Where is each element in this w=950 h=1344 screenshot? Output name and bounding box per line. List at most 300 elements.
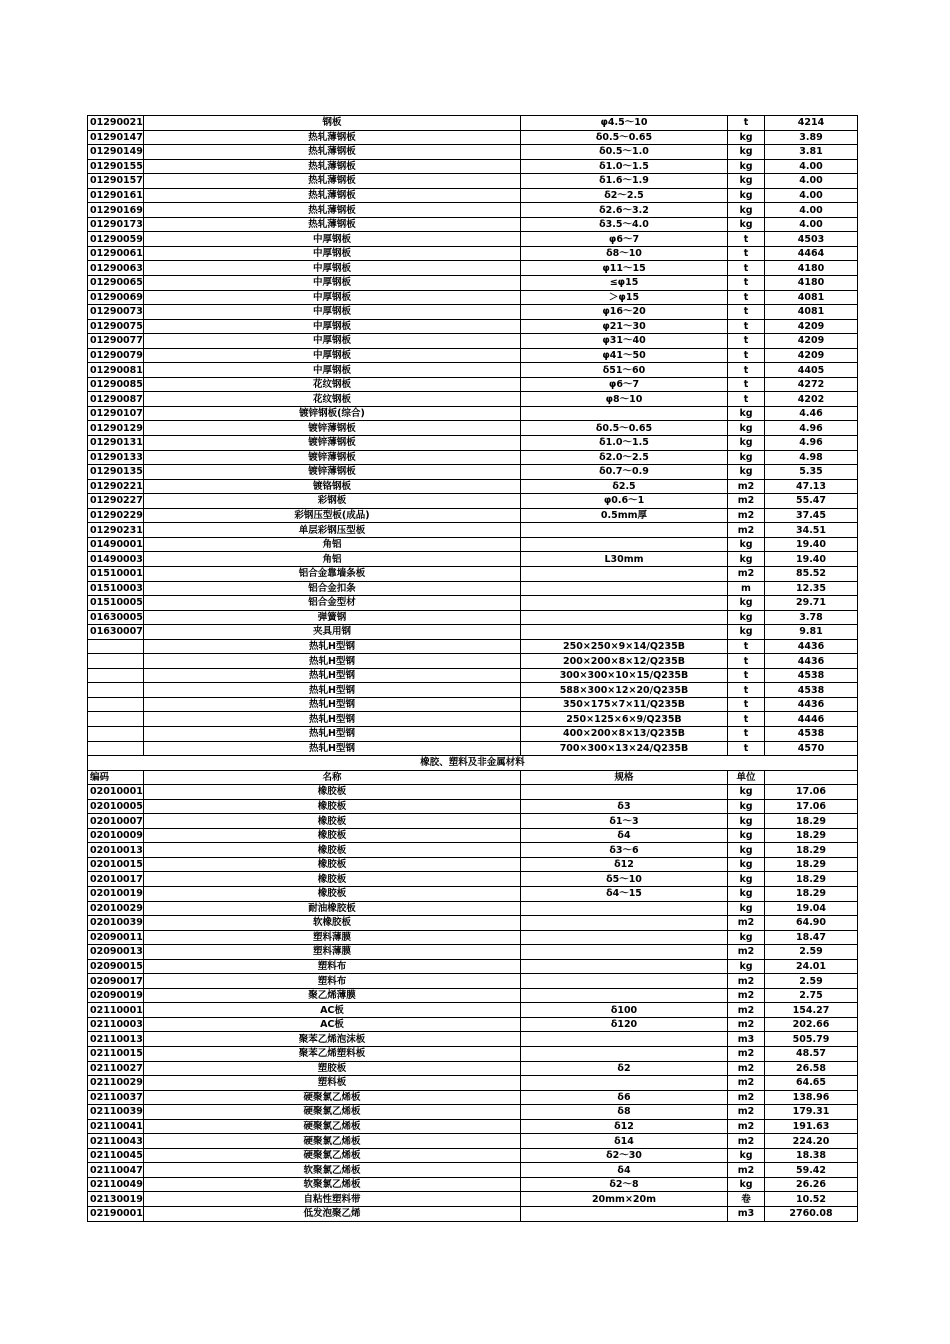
name-cell: 钢板 xyxy=(144,116,521,131)
unit-cell: t xyxy=(728,305,765,320)
code-cell: 01290069 xyxy=(88,290,144,305)
code-cell: 02010009 xyxy=(88,828,144,843)
unit-cell: 卷 xyxy=(728,1192,765,1207)
table-row xyxy=(88,1163,858,1178)
price-cell: 3.89 xyxy=(765,130,858,145)
table-row xyxy=(88,639,858,654)
code-cell: 01290085 xyxy=(88,377,144,392)
table-row xyxy=(88,363,858,378)
unit-cell: kg xyxy=(728,159,765,174)
spec-cell xyxy=(521,581,728,596)
spec-cell: δ100 xyxy=(521,1003,728,1018)
table-row xyxy=(88,974,858,989)
table-row xyxy=(88,1032,858,1047)
name-cell: 塑料板 xyxy=(144,1076,521,1091)
name-cell: 塑料布 xyxy=(144,974,521,989)
name-cell: 热轧H型钢 xyxy=(144,712,521,727)
unit-cell: kg xyxy=(728,1177,765,1192)
unit-cell: m2 xyxy=(728,1134,765,1149)
spec-cell: 350×175×7×11/Q235B xyxy=(521,697,728,712)
code-cell: 02010005 xyxy=(88,799,144,814)
name-cell: 弹簧钢 xyxy=(144,610,521,625)
unit-cell: kg xyxy=(728,537,765,552)
spec-cell: δ3～6 xyxy=(521,843,728,858)
table-row xyxy=(88,377,858,392)
name-cell: 角铝 xyxy=(144,537,521,552)
code-cell: 01290063 xyxy=(88,261,144,276)
name-cell: 热轧薄钢板 xyxy=(144,174,521,189)
spec-cell: δ1～3 xyxy=(521,814,728,829)
code-cell: 02110015 xyxy=(88,1047,144,1062)
spec-cell xyxy=(521,916,728,931)
price-table-body xyxy=(88,116,858,1222)
table-row xyxy=(88,770,858,785)
spec-cell: δ2～30 xyxy=(521,1148,728,1163)
spec-cell xyxy=(521,1032,728,1047)
table-row xyxy=(88,668,858,683)
name-cell: 中厚钢板 xyxy=(144,348,521,363)
spec-cell: δ2.0～2.5 xyxy=(521,450,728,465)
unit-cell: kg xyxy=(728,1148,765,1163)
price-table xyxy=(87,115,858,1222)
price-cell: 18.29 xyxy=(765,872,858,887)
code-cell: 02010029 xyxy=(88,901,144,916)
unit-cell: kg xyxy=(728,188,765,203)
code-cell: 02090019 xyxy=(88,988,144,1003)
price-cell: 2.75 xyxy=(765,988,858,1003)
unit-cell: m2 xyxy=(728,494,765,509)
unit-cell: m2 xyxy=(728,1105,765,1120)
spec-cell: δ1.0～1.5 xyxy=(521,159,728,174)
unit-cell: kg xyxy=(728,552,765,567)
code-cell: 01290073 xyxy=(88,305,144,320)
unit-cell: t xyxy=(728,377,765,392)
name-cell: 热轧薄钢板 xyxy=(144,217,521,232)
price-cell: 4214 xyxy=(765,116,858,131)
unit-cell: t xyxy=(728,392,765,407)
unit-cell: kg xyxy=(728,857,765,872)
code-cell: 01290021 xyxy=(88,116,144,131)
price-cell: 85.52 xyxy=(765,566,858,581)
code-cell: 02110047 xyxy=(88,1163,144,1178)
spec-cell: δ2.6～3.2 xyxy=(521,203,728,218)
table-row xyxy=(88,683,858,698)
table-row xyxy=(88,1177,858,1192)
code-cell: 02090011 xyxy=(88,930,144,945)
price-cell: 2.59 xyxy=(765,945,858,960)
unit-cell: m2 xyxy=(728,945,765,960)
name-cell: 镀锌薄钢板 xyxy=(144,465,521,480)
unit-cell: m2 xyxy=(728,974,765,989)
table-row xyxy=(88,1017,858,1032)
price-cell: 18.38 xyxy=(765,1148,858,1163)
code-cell: 01490001 xyxy=(88,537,144,552)
spec-cell xyxy=(521,625,728,640)
unit-cell: kg xyxy=(728,406,765,421)
unit-cell: kg xyxy=(728,814,765,829)
spec-cell: δ1.0～1.5 xyxy=(521,436,728,451)
name-cell: 彩钢板 xyxy=(144,494,521,509)
name-cell: 中厚钢板 xyxy=(144,232,521,247)
spec-cell: δ2.5 xyxy=(521,479,728,494)
price-cell: 34.51 xyxy=(765,523,858,538)
name-cell: 镀铬钢板 xyxy=(144,479,521,494)
code-cell: 01510003 xyxy=(88,581,144,596)
table-row xyxy=(88,232,858,247)
price-cell: 29.71 xyxy=(765,596,858,611)
name-cell: 热轧H型钢 xyxy=(144,741,521,756)
unit-cell: m2 xyxy=(728,1061,765,1076)
unit-cell: m xyxy=(728,581,765,596)
table-row xyxy=(88,174,858,189)
price-cell: 179.31 xyxy=(765,1105,858,1120)
code-cell: 01290077 xyxy=(88,334,144,349)
spec-cell: δ51～60 xyxy=(521,363,728,378)
unit-cell: m2 xyxy=(728,1017,765,1032)
price-cell: 26.26 xyxy=(765,1177,858,1192)
table-row xyxy=(88,1192,858,1207)
table-row xyxy=(88,581,858,596)
code-cell: 01290147 xyxy=(88,130,144,145)
table-row xyxy=(88,276,858,291)
unit-cell: m2 xyxy=(728,508,765,523)
unit-cell: t xyxy=(728,668,765,683)
name-cell: 低发泡聚乙烯 xyxy=(144,1207,521,1222)
price-cell: 18.29 xyxy=(765,814,858,829)
name-cell: 耐油橡胶板 xyxy=(144,901,521,916)
code-cell: 01630005 xyxy=(88,610,144,625)
price-cell: 4570 xyxy=(765,741,858,756)
spec-cell: 0.5mm厚 xyxy=(521,508,728,523)
unit-cell: t xyxy=(728,246,765,261)
spec-cell: 588×300×12×20/Q235B xyxy=(521,683,728,698)
unit-cell: m2 xyxy=(728,523,765,538)
name-cell: 热轧H型钢 xyxy=(144,654,521,669)
code-cell: 01290135 xyxy=(88,465,144,480)
code-cell: 02110013 xyxy=(88,1032,144,1047)
unit-cell: t xyxy=(728,276,765,291)
price-cell: 202.66 xyxy=(765,1017,858,1032)
name-cell: 聚乙烯薄膜 xyxy=(144,988,521,1003)
table-row xyxy=(88,116,858,131)
spec-cell: δ14 xyxy=(521,1134,728,1149)
name-cell: 热轧H型钢 xyxy=(144,639,521,654)
spec-cell: 250×125×6×9/Q235B xyxy=(521,712,728,727)
code-cell: 02110049 xyxy=(88,1177,144,1192)
code-cell: 01290133 xyxy=(88,450,144,465)
name-cell: 热轧H型钢 xyxy=(144,726,521,741)
unit-cell: m2 xyxy=(728,479,765,494)
table-row xyxy=(88,799,858,814)
code-cell: 01290107 xyxy=(88,406,144,421)
code-cell xyxy=(88,639,144,654)
name-cell: 硬聚氯乙烯板 xyxy=(144,1148,521,1163)
price-cell: 2760.08 xyxy=(765,1207,858,1222)
spec-cell xyxy=(521,959,728,974)
spec-cell: δ8～10 xyxy=(521,246,728,261)
name-cell: 夹具用钢 xyxy=(144,625,521,640)
spec-cell: δ4 xyxy=(521,828,728,843)
table-row xyxy=(88,1090,858,1105)
price-cell: 4464 xyxy=(765,246,858,261)
name-cell: 塑料布 xyxy=(144,959,521,974)
spec-cell: ≤φ15 xyxy=(521,276,728,291)
name-cell: 镀锌薄钢板 xyxy=(144,436,521,451)
name-cell: 热轧H型钢 xyxy=(144,683,521,698)
unit-cell: m2 xyxy=(728,988,765,1003)
unit-cell: m2 xyxy=(728,1047,765,1062)
spec-cell: δ3 xyxy=(521,799,728,814)
name-cell: 热轧薄钢板 xyxy=(144,188,521,203)
spec-cell: φ16～20 xyxy=(521,305,728,320)
name-cell: 橡胶板 xyxy=(144,886,521,901)
code-cell: 01290155 xyxy=(88,159,144,174)
code-cell: 02090015 xyxy=(88,959,144,974)
code-cell: 01290231 xyxy=(88,523,144,538)
spec-cell: δ4～15 xyxy=(521,886,728,901)
spec-cell: 700×300×13×24/Q235B xyxy=(521,741,728,756)
unit-cell: kg xyxy=(728,174,765,189)
table-row xyxy=(88,1148,858,1163)
price-cell: 4.00 xyxy=(765,203,858,218)
code-cell: 01290169 xyxy=(88,203,144,218)
spec-cell: δ2～8 xyxy=(521,1177,728,1192)
price-cell xyxy=(765,770,858,785)
name-cell: 热轧薄钢板 xyxy=(144,203,521,218)
name-cell: 花纹钢板 xyxy=(144,392,521,407)
unit-cell: kg xyxy=(728,203,765,218)
name-cell: 热轧H型钢 xyxy=(144,697,521,712)
table-row xyxy=(88,334,858,349)
table-row xyxy=(88,1076,858,1091)
code-cell xyxy=(88,712,144,727)
price-cell: 2.59 xyxy=(765,974,858,989)
price-cell: 4436 xyxy=(765,639,858,654)
table-row xyxy=(88,130,858,145)
spec-cell: δ0.5～0.65 xyxy=(521,421,728,436)
name-cell: 花纹钢板 xyxy=(144,377,521,392)
table-row xyxy=(88,508,858,523)
price-cell: 4.00 xyxy=(765,188,858,203)
table-row xyxy=(88,697,858,712)
name-cell: 橡胶板 xyxy=(144,814,521,829)
table-row xyxy=(88,1105,858,1120)
price-cell: 19.40 xyxy=(765,537,858,552)
spec-cell: φ31～40 xyxy=(521,334,728,349)
code-cell: 01290061 xyxy=(88,246,144,261)
price-cell: 4.00 xyxy=(765,174,858,189)
price-cell: 10.52 xyxy=(765,1192,858,1207)
table-row xyxy=(88,479,858,494)
code-cell: 02110037 xyxy=(88,1090,144,1105)
spec-cell: ＞φ15 xyxy=(521,290,728,305)
table-row xyxy=(88,916,858,931)
code-cell: 02010001 xyxy=(88,785,144,800)
price-cell: 55.47 xyxy=(765,494,858,509)
price-cell: 18.29 xyxy=(765,857,858,872)
spec-cell: δ6 xyxy=(521,1090,728,1105)
unit-cell: kg xyxy=(728,799,765,814)
code-cell: 01290087 xyxy=(88,392,144,407)
price-cell: 19.40 xyxy=(765,552,858,567)
code-cell xyxy=(88,741,144,756)
code-cell xyxy=(88,654,144,669)
code-cell: 02090017 xyxy=(88,974,144,989)
price-cell: 4436 xyxy=(765,697,858,712)
spec-cell xyxy=(521,610,728,625)
name-cell: 橡胶板 xyxy=(144,872,521,887)
table-row xyxy=(88,1047,858,1062)
name-cell: 中厚钢板 xyxy=(144,319,521,334)
price-cell: 3.81 xyxy=(765,145,858,160)
spec-cell: 300×300×10×15/Q235B xyxy=(521,668,728,683)
price-cell: 4436 xyxy=(765,654,858,669)
table-row xyxy=(88,290,858,305)
name-cell: 热轧薄钢板 xyxy=(144,130,521,145)
code-cell: 01290131 xyxy=(88,436,144,451)
code-cell: 02010015 xyxy=(88,857,144,872)
spec-cell: φ6～7 xyxy=(521,377,728,392)
name-cell: 中厚钢板 xyxy=(144,363,521,378)
price-cell: 48.57 xyxy=(765,1047,858,1062)
name-cell: 单层彩钢压型板 xyxy=(144,523,521,538)
section-header-row xyxy=(88,756,858,771)
spec-cell: φ11～15 xyxy=(521,261,728,276)
spec-cell: δ0.5～0.65 xyxy=(521,130,728,145)
spec-cell xyxy=(521,1047,728,1062)
code-cell: 02190001 xyxy=(88,1207,144,1222)
price-cell: 4538 xyxy=(765,726,858,741)
name-cell: 硬聚氯乙烯板 xyxy=(144,1090,521,1105)
code-cell: 01290157 xyxy=(88,174,144,189)
code-cell: 01290229 xyxy=(88,508,144,523)
table-row xyxy=(88,450,858,465)
spec-cell: δ0.7～0.9 xyxy=(521,465,728,480)
price-cell: 17.06 xyxy=(765,799,858,814)
spec-cell: φ8～10 xyxy=(521,392,728,407)
name-cell: 自粘性塑料带 xyxy=(144,1192,521,1207)
code-cell: 02110039 xyxy=(88,1105,144,1120)
table-row xyxy=(88,610,858,625)
table-row xyxy=(88,596,858,611)
price-cell: 64.90 xyxy=(765,916,858,931)
price-cell: 19.04 xyxy=(765,901,858,916)
unit-cell: m2 xyxy=(728,1090,765,1105)
name-cell: 铝合金型材 xyxy=(144,596,521,611)
code-cell: 01290075 xyxy=(88,319,144,334)
unit-cell: t xyxy=(728,232,765,247)
unit-cell: kg xyxy=(728,886,765,901)
code-cell: 01290221 xyxy=(88,479,144,494)
code-cell: 02110027 xyxy=(88,1061,144,1076)
unit-cell: kg xyxy=(728,436,765,451)
name-cell: 橡胶板 xyxy=(144,799,521,814)
code-cell xyxy=(88,726,144,741)
code-cell: 02010019 xyxy=(88,886,144,901)
price-cell: 4272 xyxy=(765,377,858,392)
name-cell: 橡胶板 xyxy=(144,843,521,858)
name-cell: 铝合金扣条 xyxy=(144,581,521,596)
unit-cell: 单位 xyxy=(728,770,765,785)
unit-cell: m3 xyxy=(728,1207,765,1222)
code-cell: 01290161 xyxy=(88,188,144,203)
spec-cell: δ120 xyxy=(521,1017,728,1032)
unit-cell: t xyxy=(728,741,765,756)
table-row xyxy=(88,857,858,872)
unit-cell: t xyxy=(728,319,765,334)
unit-cell: t xyxy=(728,348,765,363)
table-row xyxy=(88,712,858,727)
name-cell: 热轧H型钢 xyxy=(144,668,521,683)
price-cell: 17.06 xyxy=(765,785,858,800)
code-cell: 02110043 xyxy=(88,1134,144,1149)
unit-cell: kg xyxy=(728,450,765,465)
name-cell: 中厚钢板 xyxy=(144,305,521,320)
code-cell: 01290065 xyxy=(88,276,144,291)
table-row xyxy=(88,261,858,276)
price-cell: 4081 xyxy=(765,305,858,320)
price-cell: 24.01 xyxy=(765,959,858,974)
unit-cell: kg xyxy=(728,843,765,858)
spec-cell: φ6～7 xyxy=(521,232,728,247)
unit-cell: t xyxy=(728,290,765,305)
name-cell: 硬聚氯乙烯板 xyxy=(144,1134,521,1149)
spec-cell: δ12 xyxy=(521,857,728,872)
table-row xyxy=(88,319,858,334)
price-cell: 18.47 xyxy=(765,930,858,945)
unit-cell: t xyxy=(728,363,765,378)
table-row xyxy=(88,566,858,581)
table-row xyxy=(88,436,858,451)
name-cell: 中厚钢板 xyxy=(144,290,521,305)
name-cell: 中厚钢板 xyxy=(144,334,521,349)
unit-cell: t xyxy=(728,116,765,131)
unit-cell: m2 xyxy=(728,1003,765,1018)
code-cell: 02110001 xyxy=(88,1003,144,1018)
spec-cell xyxy=(521,406,728,421)
code-cell: 02130019 xyxy=(88,1192,144,1207)
price-cell: 5.35 xyxy=(765,465,858,480)
code-cell: 01510005 xyxy=(88,596,144,611)
name-cell: 橡胶板 xyxy=(144,785,521,800)
unit-cell: m2 xyxy=(728,1119,765,1134)
price-cell: 4405 xyxy=(765,363,858,378)
code-cell: 01630007 xyxy=(88,625,144,640)
code-cell: 01290079 xyxy=(88,348,144,363)
table-row xyxy=(88,1003,858,1018)
code-cell: 02010039 xyxy=(88,916,144,931)
price-cell: 4538 xyxy=(765,668,858,683)
spec-cell xyxy=(521,974,728,989)
spec-cell: δ1.6～1.9 xyxy=(521,174,728,189)
price-cell: 59.42 xyxy=(765,1163,858,1178)
name-cell: 角铝 xyxy=(144,552,521,567)
price-cell: 18.29 xyxy=(765,843,858,858)
spec-cell: L30mm xyxy=(521,552,728,567)
table-row xyxy=(88,886,858,901)
table-row xyxy=(88,159,858,174)
price-cell: 138.96 xyxy=(765,1090,858,1105)
table-row xyxy=(88,348,858,363)
code-cell: 02110029 xyxy=(88,1076,144,1091)
spec-cell xyxy=(521,901,728,916)
code-cell: 01290059 xyxy=(88,232,144,247)
table-row xyxy=(88,1119,858,1134)
price-cell: 4538 xyxy=(765,683,858,698)
table-row xyxy=(88,392,858,407)
table-row xyxy=(88,523,858,538)
table-row xyxy=(88,1061,858,1076)
